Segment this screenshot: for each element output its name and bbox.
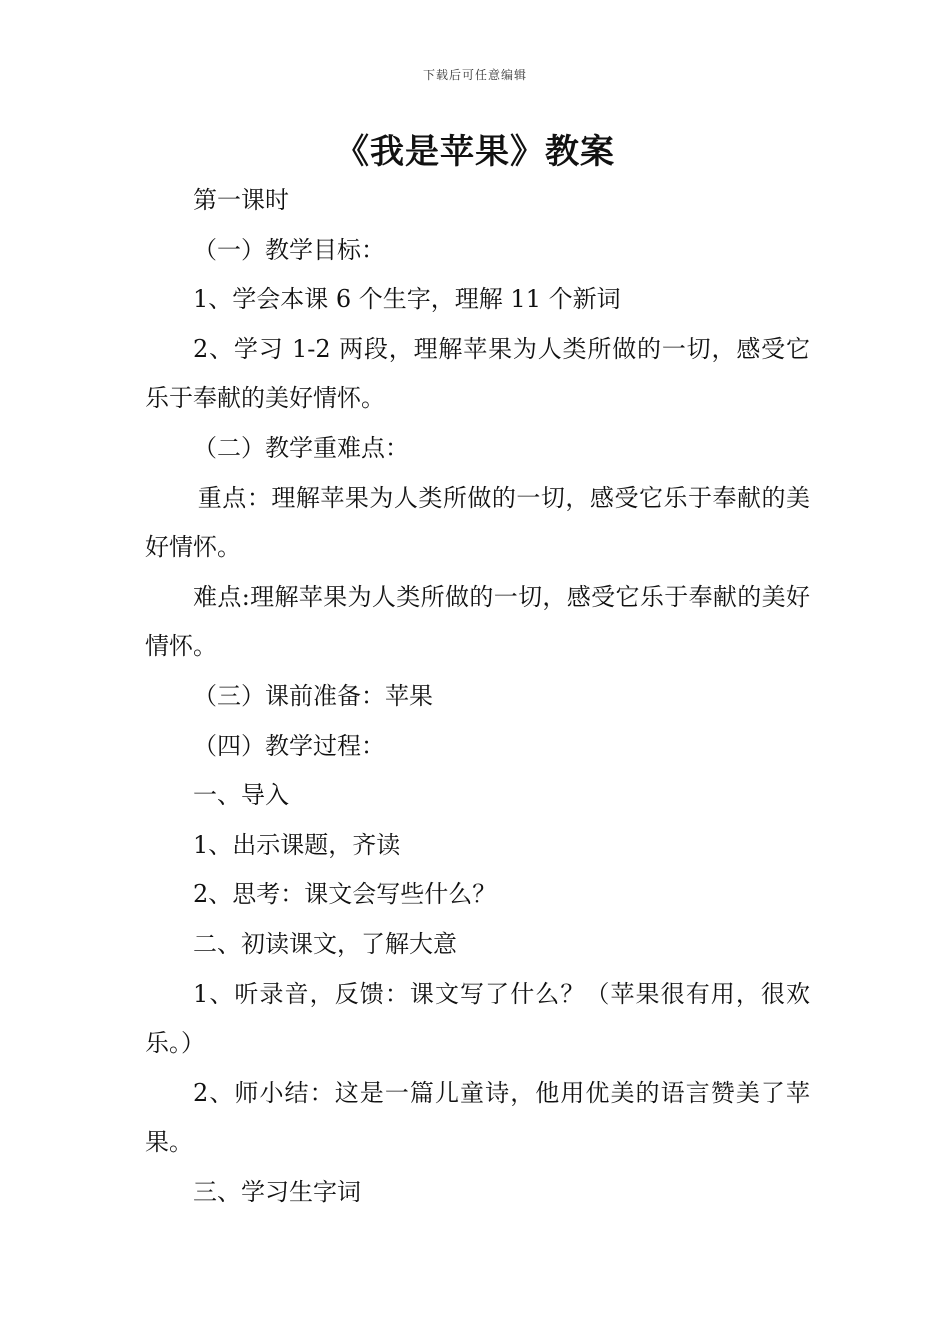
difficulty-paragraph: 难点:理解苹果为人类所做的一切，感受它乐于奉献的美好情怀。 xyxy=(145,582,810,661)
key-point-paragraph: 重点：理解苹果为人类所做的一切，感受它乐于奉献的美好情怀。 xyxy=(145,483,810,562)
section-heading-key-points: （二）教学重难点： xyxy=(193,433,409,462)
step-heading: 一、导入 xyxy=(193,781,289,810)
section-heading-objectives: （一）教学目标： xyxy=(193,235,385,264)
step-item: 2、思考：课文会写些什么？ xyxy=(193,880,497,909)
header-note: 下载后可任意编辑 xyxy=(422,68,527,82)
section-heading-process: （四）教学过程： xyxy=(193,731,385,760)
objective-item: 1、学会本课 6 个生字，理解 11 个新词 xyxy=(193,285,621,314)
step-heading: 三、学习生字词 xyxy=(193,1177,361,1206)
document-title: 《我是苹果》教案 xyxy=(335,132,615,172)
step-item: 1、听录音，反馈：课文写了什么？（苹果很有用，很欢乐。） xyxy=(145,979,810,1058)
section-heading-preparation: （三）课前准备：苹果 xyxy=(193,681,433,710)
step-heading: 二、初读课文，了解大意 xyxy=(193,929,457,958)
step-item: 2、师小结：这是一篇儿童诗，他用优美的语言赞美了苹果。 xyxy=(145,1078,810,1157)
lesson-period: 第一课时 xyxy=(193,186,289,214)
document-body xyxy=(145,176,810,1217)
step-item: 1、出示课题，齐读 xyxy=(193,830,401,859)
objective-item: 2、学习 1-2 两段，理解苹果为人类所做的一切，感受它乐于奉献的美好情怀。 xyxy=(145,334,810,413)
